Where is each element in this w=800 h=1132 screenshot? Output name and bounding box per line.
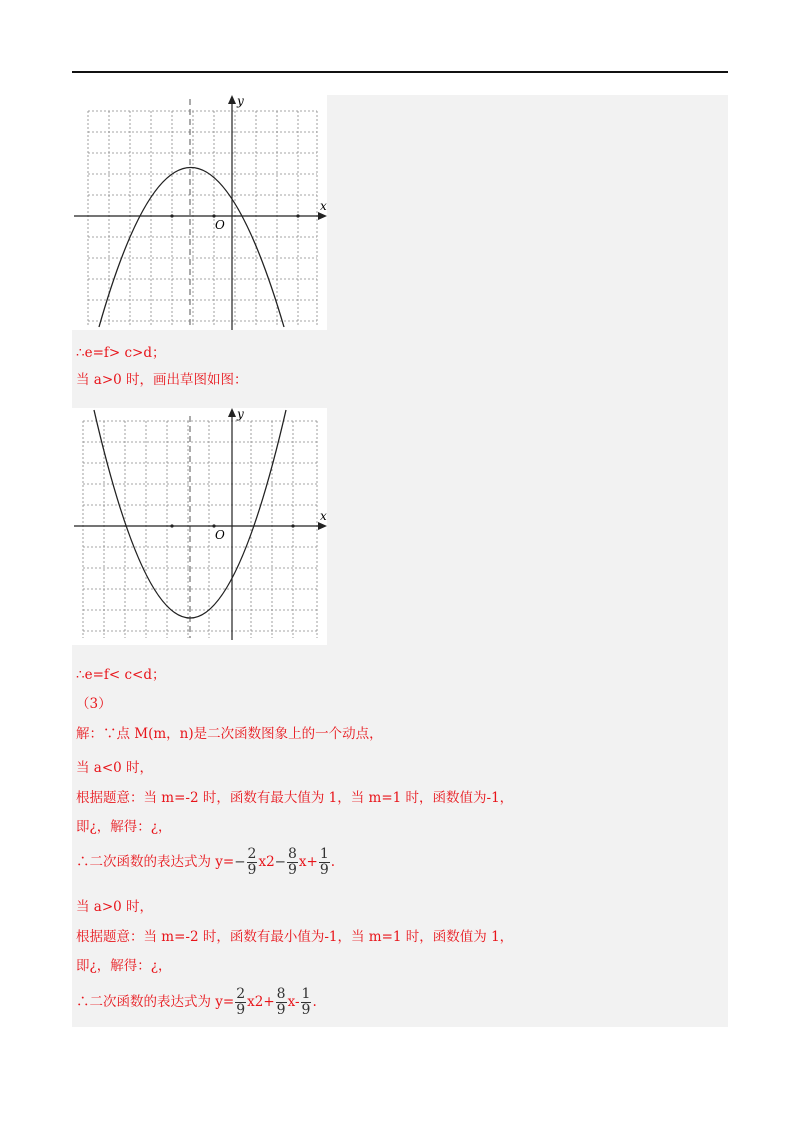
text-line-10: 当 a>0 时， xyxy=(76,899,154,915)
fraction: $\frac{8}{9}$ xyxy=(276,986,286,1018)
x-axis-label: x xyxy=(320,509,327,523)
fraction: $\frac{8}{9}$ xyxy=(287,846,297,878)
fraction: $\frac{1}{9}$ xyxy=(319,846,329,878)
y-axis-label: y xyxy=(237,95,244,108)
parabola-graph-downward xyxy=(72,95,327,330)
origin-label: O xyxy=(215,528,225,542)
x-axis-label: x xyxy=(320,199,327,213)
formula-line-2: ∴二次函数的表达式为 y= $\frac{2}{9}$ x2+ $\frac{8}{9}$ x- $\frac{1}{9}$ . xyxy=(76,986,317,1018)
header-rule xyxy=(72,71,728,73)
text-line-1: ∴e=f> c>d； xyxy=(76,345,166,361)
text-line-5: 解：∵点 M(m，n)是二次函数图象上的一个动点， xyxy=(76,726,383,742)
formula-line-1: ∴二次函数的表达式为 y=− $\frac{2}{9}$ x2− $\frac{8}{9}$ x+ $\frac{1}{9}$ . xyxy=(76,846,336,878)
fraction: $\frac{2}{9}$ xyxy=(236,986,246,1018)
fraction: $\frac{1}{9}$ xyxy=(301,986,311,1018)
y-axis-label: y xyxy=(237,408,244,421)
text-line-8: 即¿，解得：¿， xyxy=(76,819,172,835)
text-line-2: 当 a>0 时，画出草图如图： xyxy=(76,372,248,388)
text-line-3: ∴e=f< c<d； xyxy=(76,667,166,683)
text-line-11: 根据题意：当 m=-2 时，函数有最小值为-1，当 m=1 时，函数值为 1， xyxy=(76,929,514,945)
text-line-4: （3） xyxy=(76,696,112,712)
text-line-6: 当 a<0 时， xyxy=(76,760,154,776)
document-body xyxy=(72,95,728,1027)
fraction: $\frac{2}{9}$ xyxy=(247,846,257,878)
parabola-graph-upward xyxy=(72,408,327,645)
text-line-12: 即¿，解得：¿， xyxy=(76,958,172,974)
origin-label: O xyxy=(215,218,225,232)
text-line-7: 根据题意：当 m=-2 时，函数有最大值为 1，当 m=1 时，函数值为-1， xyxy=(76,790,514,806)
